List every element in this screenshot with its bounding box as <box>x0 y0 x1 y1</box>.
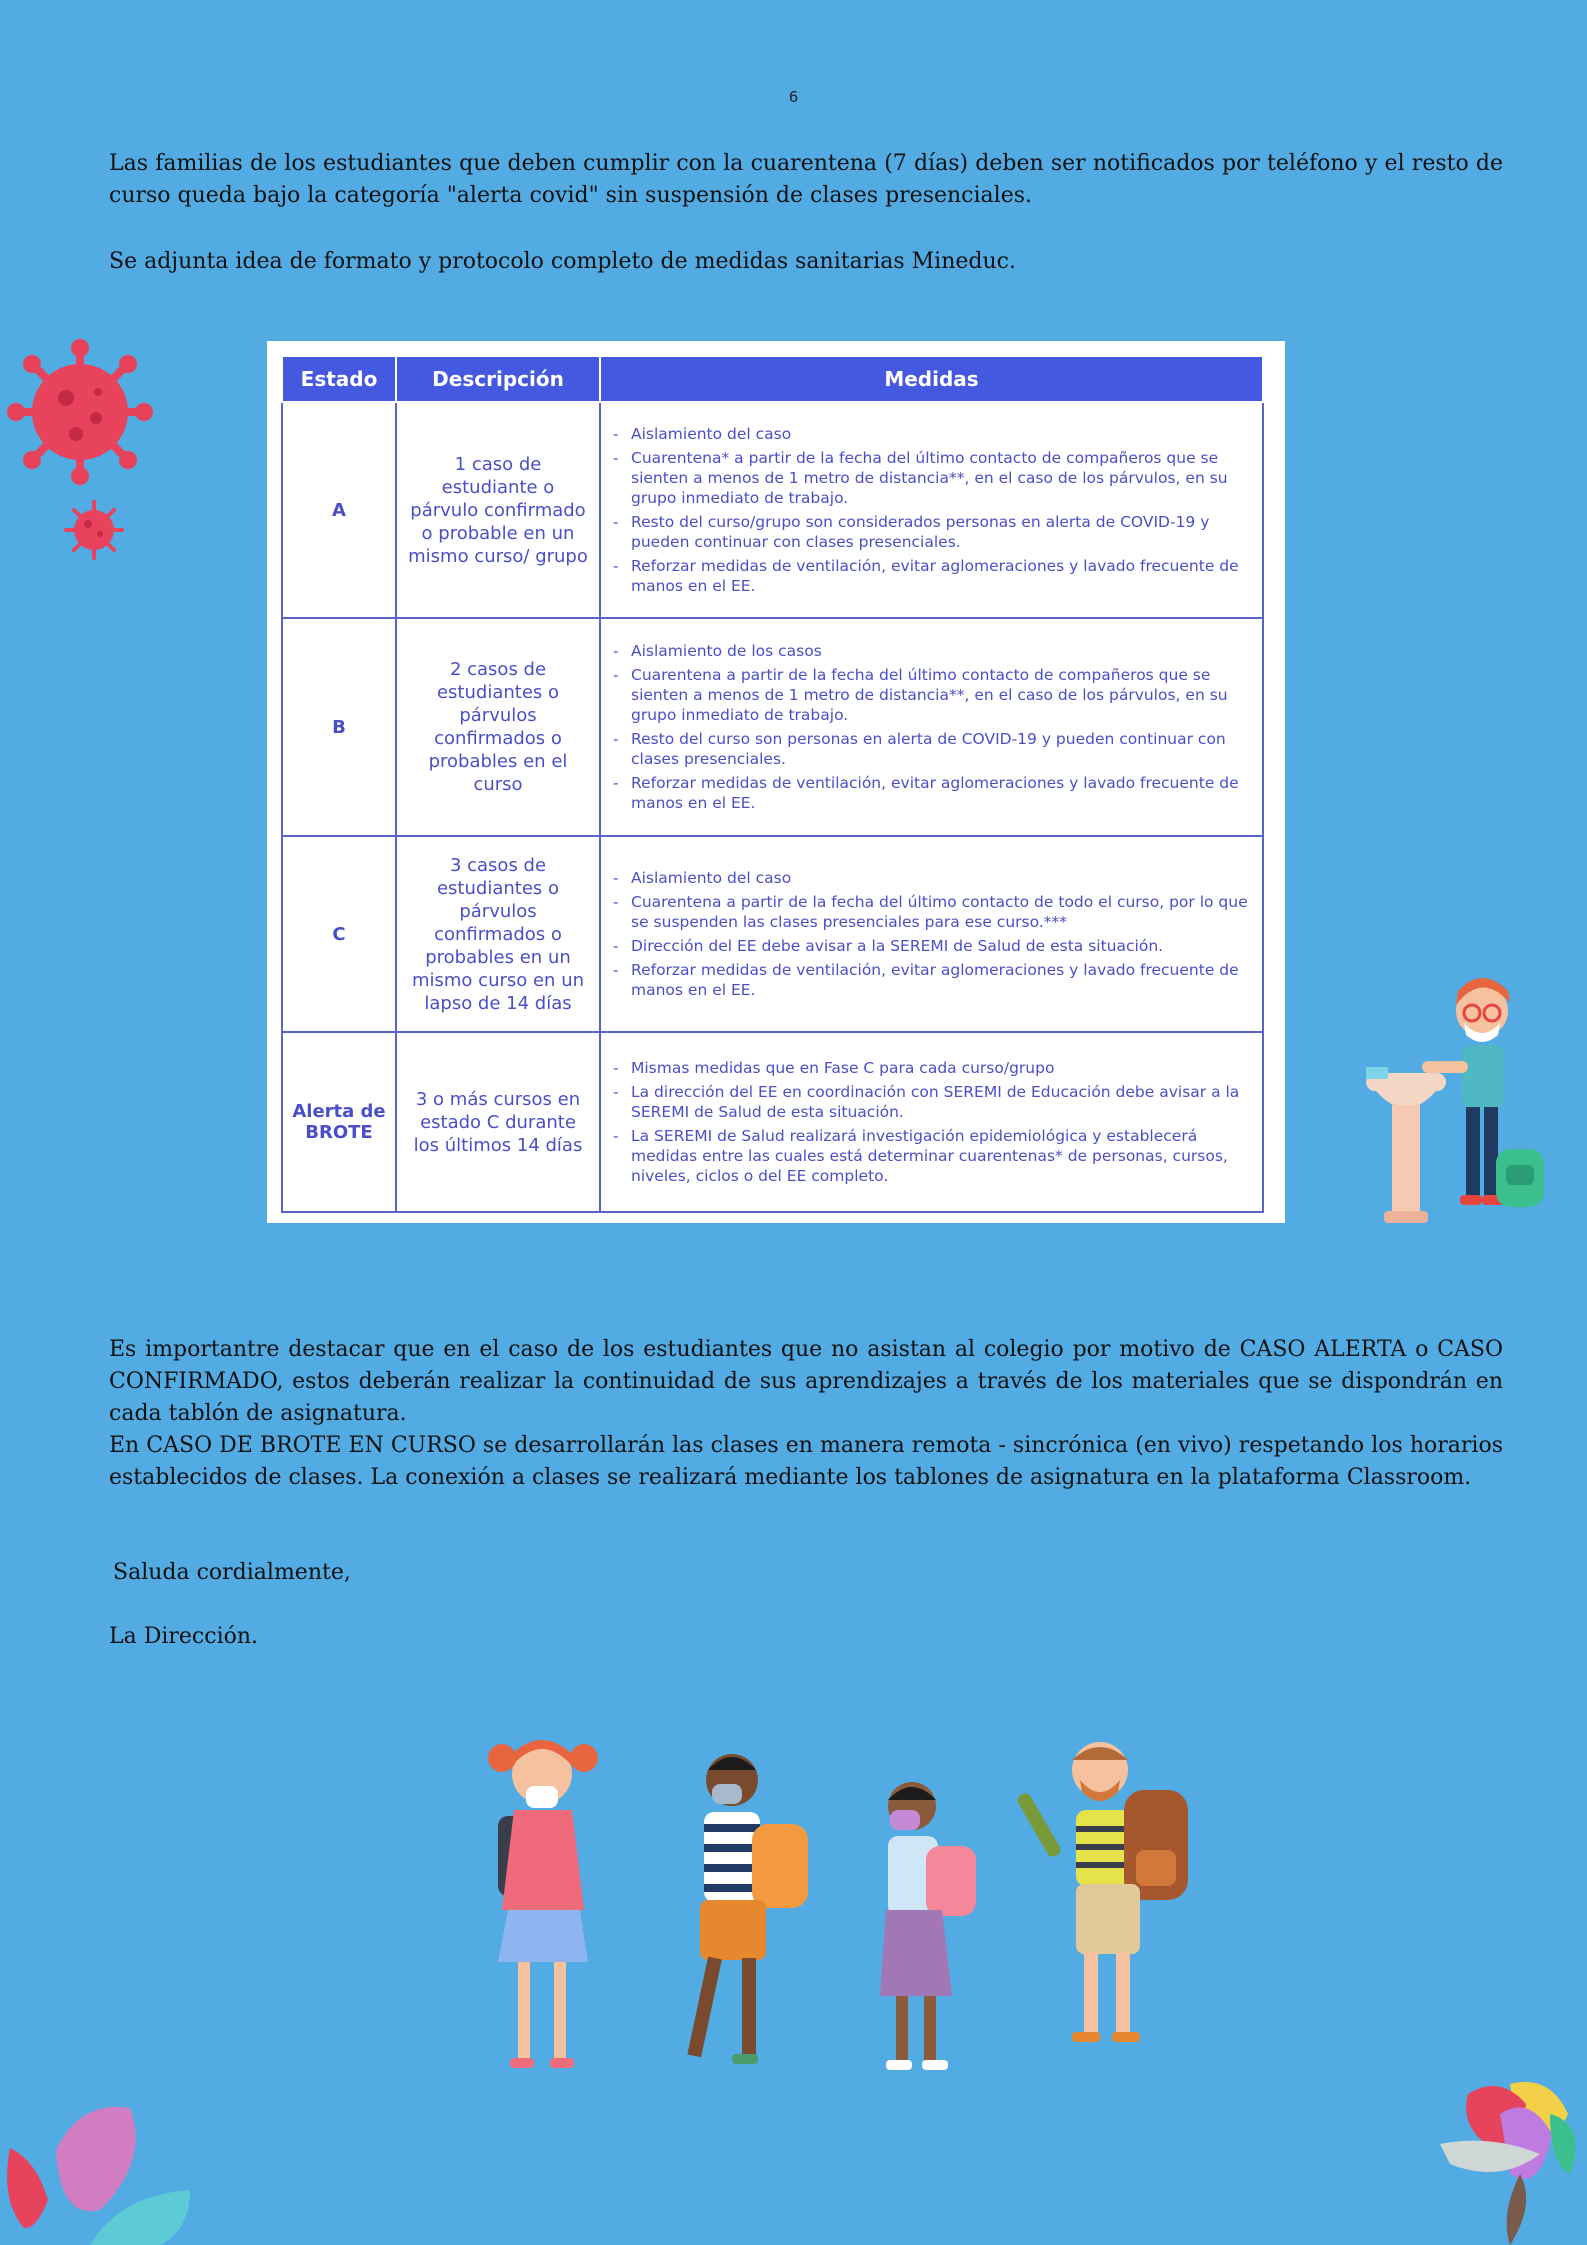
descripcion-cell: 1 caso de estudiante o párvulo confirmado o probable en un mismo curso/ grupo <box>396 402 600 618</box>
medida-item: - Cuarentena* a partir de la fecha del último contacto de compañeros que se sienten a menos de 1 metro de distancia**, en el caso de los párvulos, en su grupo inmediato de trabajo. <box>613 448 1248 508</box>
medidas-cell <box>600 618 1263 836</box>
medida-item: - Cuarentena a partir de la fecha del último contacto de todo el curso, por lo que se suspenden las clases presenciales para ese curso.*** <box>613 892 1248 932</box>
medida-item: - Aislamiento de los casos <box>613 641 1248 661</box>
measures-table <box>281 355 1264 1213</box>
header-estado: Estado <box>282 356 396 402</box>
table-row <box>282 618 1263 836</box>
medida-item: - Dirección del EE debe avisar a la SEREMI de Salud de esta situación. <box>613 936 1248 956</box>
medida-item: - Reforzar medidas de ventilación, evitar aglomeraciones y lavado frecuente de manos en el EE. <box>613 960 1248 1000</box>
estado-cell: Alerta de BROTE <box>282 1032 396 1212</box>
medida-item: - Reforzar medidas de ventilación, evitar aglomeraciones y lavado frecuente de manos en el EE. <box>613 773 1248 813</box>
medida-item: - Cuarentena a partir de la fecha del último contacto de compañeros que se sienten a menos de 1 metro de distancia**, en el caso de los párvulos, en su grupo inmediato de trabajo. <box>613 665 1248 725</box>
medida-item: - Resto del curso/grupo son considerados personas en alerta de COVID-19 y pueden continuar con clases presenciales. <box>613 512 1248 552</box>
table-row <box>282 836 1263 1032</box>
measures-table-image <box>267 341 1285 1223</box>
leaf-decoration-right <box>1440 2074 1587 2245</box>
descripcion-cell: 2 casos de estudiantes o párvulos confirmados o probables en el curso <box>396 618 600 836</box>
header-descripcion: Descripción <box>396 356 600 402</box>
table-row <box>282 1032 1263 1212</box>
medida-item: - La SEREMI de Salud realizará investigación epidemiológica y establecerá medidas entre las cuales está determinar cuarentenas* de personas, cursos, niveles, ciclos o del EE completo. <box>613 1126 1248 1186</box>
medida-item: - Aislamiento del caso <box>613 868 1248 888</box>
paragraph-brote: En CASO DE BROTE EN CURSO se desarrollarán las clases en manera remota - sincrónica (en vivo) respetando los horarios establecidos de clases. La conexión a clases se realizará mediante los tablones de asignatura en la plataforma Classroom. <box>109 1433 1503 1490</box>
leaf-decoration <box>0 2100 200 2245</box>
medida-item: - Resto del curso son personas en alerta de COVID-19 y pueden continuar con clases presenciales. <box>613 729 1248 769</box>
medida-item: - Aislamiento del caso <box>613 424 1248 444</box>
descripcion-cell: 3 o más cursos en estado C durante los últimos 14 días <box>396 1032 600 1212</box>
medidas-cell <box>600 402 1263 618</box>
medida-item: - La dirección del EE en coordinación con SEREMI de Educación debe avisar a la SEREMI de Salud de esta situación. <box>613 1082 1248 1122</box>
estado-cell: B <box>282 618 396 836</box>
virus-icon-small <box>62 498 126 562</box>
paragraph-notificacion: Las familias de los estudiantes que deben cumplir con la cuarentena (7 días) deben ser notificados por teléfono y el resto de curso queda bajo la categoría "alerta covid" sin suspensión de clases presenciales. <box>109 151 1503 208</box>
medida-item: - Reforzar medidas de ventilación, evitar aglomeraciones y lavado frecuente de manos en el EE. <box>613 556 1248 596</box>
estado-cell: C <box>282 836 396 1032</box>
paragraph-caso-alerta: Es importantre destacar que en el caso de los estudiantes que no asistan al colegio por motivo de CASO ALERTA o CASO CONFIRMADO, estos deberán realizar la continuidad de sus aprendizajes a través de los materiales que se dispondrán en cada tablón de asignatura. <box>109 1337 1503 1426</box>
medidas-cell <box>600 836 1263 1032</box>
descripcion-cell: 3 casos de estudiantes o párvulos confirmados o probables en un mismo curso en un lapso de 14 días <box>396 836 600 1032</box>
handwashing-child-illustration <box>1356 965 1552 1225</box>
paragraph-adjunta: Se adjunta idea de formato y protocolo completo de medidas sanitarias Mineduc. <box>109 249 1016 274</box>
header-medidas: Medidas <box>600 356 1263 402</box>
paragraph-firma: La Dirección. <box>109 1624 259 1649</box>
table-row <box>282 402 1263 618</box>
page-number: 6 <box>788 88 799 106</box>
medidas-cell <box>600 1032 1263 1212</box>
virus-icon <box>6 338 154 486</box>
medida-item: - Mismas medidas que en Fase C para cada curso/grupo <box>613 1058 1248 1078</box>
estado-cell: A <box>282 402 396 618</box>
children-with-masks-illustration <box>462 1730 1234 2100</box>
paragraph-saluda: Saluda cordialmente, <box>113 1560 351 1585</box>
